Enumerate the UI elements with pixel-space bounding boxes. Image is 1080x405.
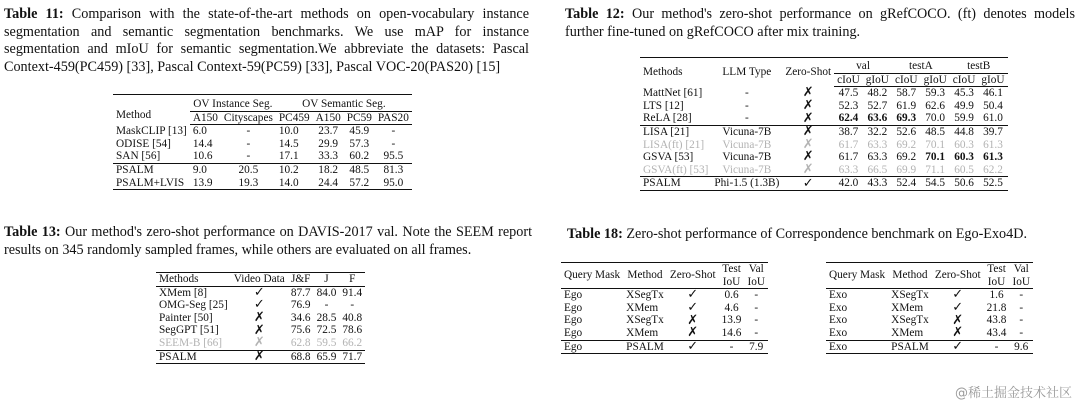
table-cell: 69.3 <box>896 112 917 125</box>
table-cell: 23.7 <box>318 125 339 138</box>
table18-header-cell: Val <box>748 263 764 275</box>
table-cell: 61.3 <box>983 138 1003 151</box>
table-cell: 28.5 <box>316 311 337 324</box>
table-cell: 47.5 <box>838 87 859 100</box>
table-cell: 69.2 <box>896 138 917 151</box>
cross-icon: ✗ <box>687 325 699 341</box>
table-cell: 63.6 <box>867 112 888 125</box>
table12-body <box>640 87 1008 191</box>
table-cell: 20.5 <box>238 163 259 176</box>
table-cell: XMem <box>626 326 659 339</box>
check-icon: ✓ <box>253 297 265 313</box>
table12-header-methods: Methods <box>643 66 683 79</box>
table-cell: 4.6 <box>724 301 739 314</box>
table11-subheader-cell: PAS20 <box>375 111 412 125</box>
table18-header <box>826 263 1033 276</box>
table-cell: 34.6 <box>290 311 311 324</box>
table-cell: Ego <box>564 289 583 302</box>
table-cell: 57.3 <box>349 137 370 150</box>
table-cell: XMem [8] <box>159 286 208 299</box>
check-icon: ✓ <box>952 300 964 316</box>
table-row <box>156 350 365 364</box>
table-row <box>561 302 768 315</box>
cross-icon: ✗ <box>253 335 265 351</box>
table13-header-cell: Methods <box>159 273 199 285</box>
table-cell: PSALM+LVIS <box>116 176 185 189</box>
table-cell: - <box>1019 314 1024 327</box>
table-cell: 84.0 <box>316 286 337 299</box>
table-cell: 14.5 <box>278 137 299 150</box>
table-cell: 70.0 <box>925 112 946 125</box>
table18-header-cell: Query Mask <box>826 263 888 289</box>
table-cell: 60.3 <box>954 138 974 151</box>
table-cell: 95.5 <box>383 150 404 163</box>
table-cell: 46.1 <box>983 87 1003 100</box>
table-cell: - <box>246 150 251 163</box>
table-cell: Exo <box>829 301 848 314</box>
check-icon: ✓ <box>952 338 964 354</box>
table18-header-cell: Test <box>722 263 741 275</box>
table-cell: 10.2 <box>278 163 299 176</box>
table11-header-method: Method <box>116 108 152 121</box>
table-row <box>113 163 412 176</box>
table-cell: Ego <box>564 301 583 314</box>
table-cell: - <box>391 125 396 138</box>
table-cell: 61.7 <box>838 151 859 164</box>
cross-icon: ✗ <box>253 310 265 326</box>
table-cell: 59.5 <box>316 336 337 349</box>
table-cell: Exo <box>829 326 848 339</box>
table-cell: 1.6 <box>989 289 1004 302</box>
table18-left <box>561 262 768 354</box>
table-cell: SEEM-B [66] <box>159 336 223 349</box>
table-cell: PSALM <box>643 177 681 190</box>
table12-header-testa: testA <box>892 58 950 74</box>
table18-caption: Table 18: Zero-shot performance of Correspondence benchmark on Ego-Exo4D. <box>567 226 1028 242</box>
table11-caption: Table 11: Comparison with the state-of-the-art methods on open-vocabulary instance segmentation and semantic segmentation benchmarks. We use mAP for instance segmentation and mIoU for semantic segmentation.We abbreviate the datasets: Pascal Context-459(PC459) [33], Pascal Context-59(PC59) [33], Pascal VOC-20(PAS20) [15] <box>4 6 530 75</box>
table-cell: 62.2 <box>983 163 1003 176</box>
table18-right <box>826 262 1033 354</box>
table12-header-llm: LLM Type <box>722 66 772 79</box>
table-cell: 52.5 <box>983 177 1003 190</box>
check-icon: ✓ <box>687 300 699 316</box>
table18-iou-label: IoU <box>722 275 741 288</box>
table-cell: 50.6 <box>954 177 974 190</box>
check-icon: ✓ <box>802 175 814 191</box>
check-icon: ✓ <box>952 287 964 303</box>
table-cell: 59.9 <box>954 112 974 125</box>
table-cell: 24.4 <box>318 176 339 189</box>
table-row <box>826 314 1033 327</box>
table18-header <box>561 263 768 276</box>
table-cell: 70.1 <box>925 138 946 151</box>
table-cell: LTS [12] <box>643 99 684 112</box>
table-cell: - <box>1019 289 1024 302</box>
table-cell: - <box>391 137 396 150</box>
table-cell: 52.3 <box>838 99 859 112</box>
table-cell: 78.6 <box>342 324 363 337</box>
table-cell: 95.0 <box>383 176 404 189</box>
table18-header-cell: Method <box>623 263 667 289</box>
table-cell: 45.3 <box>954 87 974 100</box>
table-cell: Phi-1.5 (1.3B) <box>714 177 780 190</box>
table-cell: 61.3 <box>983 151 1003 164</box>
table-cell: Vicuna-7B <box>722 138 772 151</box>
table-cell: - <box>246 137 251 150</box>
table-cell: 68.8 <box>290 350 311 363</box>
table-cell: - <box>350 299 355 312</box>
table11-subheader-cell: A150 <box>190 111 221 125</box>
table-cell: 14.6 <box>721 326 742 339</box>
table-cell: - <box>1019 301 1024 314</box>
table-row <box>640 139 1008 152</box>
cross-icon: ✗ <box>802 136 814 152</box>
table-cell: 62.8 <box>290 336 311 349</box>
table12-caption: Table 12: Our method's zero-shot performance on gRefCOCO. (ft) denotes models further fine-tuned on gRefCOCO after mix training. <box>565 6 1076 40</box>
table18-header-cell: Test <box>987 263 1006 275</box>
table-cell: 63.3 <box>838 163 859 176</box>
table-cell: 17.1 <box>278 150 299 163</box>
table-cell: 43.3 <box>867 177 888 190</box>
table-cell: 45.9 <box>349 125 370 138</box>
table-cell: - <box>729 340 734 353</box>
table-row <box>113 138 412 151</box>
table11-body <box>113 125 412 190</box>
table-cell: 43.8 <box>986 314 1007 327</box>
cross-icon: ✗ <box>253 348 265 364</box>
table-cell: PSALM <box>626 340 664 353</box>
table-cell: 69.9 <box>896 163 917 176</box>
table-cell: 43.4 <box>986 326 1007 339</box>
table12-subheader-cell: cIoU <box>834 73 863 87</box>
table-cell: Vicuna-7B <box>722 151 772 164</box>
table-cell: 59.3 <box>925 87 946 100</box>
cross-icon: ✗ <box>802 98 814 114</box>
table-cell: 57.2 <box>349 176 370 189</box>
table-cell: - <box>324 299 329 312</box>
table-cell: 71.7 <box>342 350 363 363</box>
check-icon: ✓ <box>687 338 699 354</box>
table-cell: PSALM <box>891 340 929 353</box>
table-cell: GSVA [53] <box>643 151 694 164</box>
table-cell: MattNet [61] <box>643 86 703 99</box>
table-cell: 42.0 <box>838 177 859 190</box>
cross-icon: ✗ <box>802 149 814 165</box>
table13-header-cell: F <box>349 273 356 285</box>
table-cell: 87.7 <box>290 286 311 299</box>
table13-header-cell: J&F <box>290 273 311 285</box>
table13-caption: Table 13: Our method's zero-shot performance on DAVIS-2017 val. Note the SEEM report results on 345 randomly sampled frames, while others are evaluated on all frames. <box>4 224 533 258</box>
table-cell: - <box>744 112 749 125</box>
table-cell: 0.6 <box>724 289 739 302</box>
table-cell: XMem <box>891 301 924 314</box>
table11-header-semantic: OV Semantic Seg. <box>276 95 412 112</box>
cross-icon: ✗ <box>802 110 814 126</box>
table-cell: OMG-Seg [25] <box>159 299 228 312</box>
table-cell: 52.6 <box>896 125 917 138</box>
table-row <box>640 100 1008 113</box>
table-cell: - <box>994 340 999 353</box>
table-cell: 33.3 <box>318 150 339 163</box>
table-row <box>826 327 1033 340</box>
table-cell: 48.5 <box>925 125 946 138</box>
table-cell: 76.9 <box>290 299 311 312</box>
table-cell: GSVA(ft) [53] <box>643 163 709 176</box>
table11-subheader-cell: Cityscapes <box>221 111 276 125</box>
table-row <box>561 327 768 340</box>
table-cell: 49.9 <box>954 99 974 112</box>
table18-header-cell: Method <box>888 263 932 289</box>
check-icon: ✓ <box>687 287 699 303</box>
table-cell: XMem <box>626 301 659 314</box>
table-cell: 63.3 <box>867 138 888 151</box>
table11-subheader-cell: PC59 <box>344 111 375 125</box>
table-cell: 9.6 <box>1014 340 1029 353</box>
table13-header-cell: Video Data <box>233 273 285 285</box>
table-cell: 9.0 <box>192 163 207 176</box>
table-cell: 60.2 <box>349 150 370 163</box>
table-cell: ReLA [28] <box>643 112 692 125</box>
table-cell: PSALM <box>116 163 154 176</box>
table12-subheader-cell: gIoU <box>863 73 892 87</box>
table-cell: 71.1 <box>925 163 946 176</box>
table-cell: 70.1 <box>925 151 946 164</box>
table18-iou-label: IoU <box>747 275 766 288</box>
table-cell: 61.0 <box>983 112 1003 125</box>
table-cell: 13.9 <box>192 176 213 189</box>
table-cell: 39.7 <box>983 125 1003 138</box>
table-cell: 63.3 <box>867 151 888 164</box>
table-cell: 13.9 <box>721 314 742 327</box>
table-cell: XSegTx <box>891 289 929 302</box>
table-row <box>640 177 1008 191</box>
table12-header-val: val <box>834 58 892 74</box>
table12-subheader-cell: cIoU <box>950 73 979 87</box>
table-cell: 65.9 <box>316 350 337 363</box>
table-cell: 10.6 <box>192 150 213 163</box>
table-cell: LISA(ft) [21] <box>643 138 705 151</box>
table-cell: 38.7 <box>838 125 859 138</box>
table18-header-cell: Zero-Shot <box>932 263 984 289</box>
table-cell: 10.0 <box>278 125 299 138</box>
table-row <box>826 289 1033 302</box>
table-cell: 48.2 <box>867 87 888 100</box>
table-cell: Ego <box>564 314 583 327</box>
table-cell: SAN [56] <box>116 150 161 163</box>
table-cell: 6.0 <box>192 125 207 138</box>
table-cell: Ego <box>564 326 583 339</box>
table-cell: 48.5 <box>349 163 370 176</box>
table-cell: 81.3 <box>383 163 404 176</box>
table-cell: XSegTx <box>626 314 664 327</box>
table-cell: 52.4 <box>896 177 917 190</box>
table-cell: LISA [21] <box>643 125 690 138</box>
table12-subheader-cell: gIoU <box>978 73 1007 87</box>
table-cell: 14.4 <box>192 137 213 150</box>
table-cell: 62.6 <box>925 99 946 112</box>
cross-icon: ✗ <box>802 85 814 101</box>
table-row <box>113 150 412 163</box>
table-cell: 75.6 <box>290 324 311 337</box>
table11-subheader-cell: PC459 <box>276 111 313 125</box>
table-cell: - <box>744 86 749 99</box>
table-row <box>640 112 1008 125</box>
table18-header-cell: Query Mask <box>561 263 623 289</box>
table-cell: MaskCLIP [13] <box>116 124 187 137</box>
table-cell: 32.2 <box>867 125 888 138</box>
table-cell: 40.8 <box>342 311 363 324</box>
table-cell: XSegTx <box>891 314 929 327</box>
table-cell: Vicuna-7B <box>722 125 772 138</box>
table-cell: - <box>1019 326 1024 339</box>
table-cell: 72.5 <box>316 324 337 337</box>
table-cell: 54.5 <box>925 177 946 190</box>
table-cell: 58.7 <box>896 87 917 100</box>
table-cell: 44.8 <box>954 125 974 138</box>
table-cell: 66.5 <box>867 163 888 176</box>
table-cell: 29.9 <box>318 137 339 150</box>
table18-header-cell: Val <box>1013 263 1029 275</box>
table-row <box>640 151 1008 164</box>
table-cell: 61.9 <box>896 99 917 112</box>
table-cell: - <box>754 326 759 339</box>
table12-subheader-cell: gIoU <box>921 73 950 87</box>
table-cell: 60.3 <box>954 151 974 164</box>
table-cell: 19.3 <box>238 176 259 189</box>
table13 <box>156 272 365 364</box>
table-cell: Exo <box>829 340 848 353</box>
table-cell: Vicuna-7B <box>722 163 772 176</box>
watermark-text: @稀土掘金技术社区 <box>954 386 1072 401</box>
table-cell: 69.2 <box>896 151 917 164</box>
table12 <box>640 57 1008 191</box>
table-row <box>561 289 768 302</box>
table-cell: 60.5 <box>954 163 974 176</box>
table-row <box>640 87 1008 100</box>
table-cell: 66.2 <box>342 336 363 349</box>
table18-iou-label: IoU <box>1012 275 1031 288</box>
table-row <box>826 302 1033 315</box>
check-icon: ✓ <box>253 284 265 300</box>
cross-icon: ✗ <box>687 312 699 328</box>
table-row <box>113 177 412 190</box>
table12-header-zeroshot: Zero-Shot <box>785 66 832 79</box>
table-cell: 50.4 <box>983 99 1003 112</box>
table13-header-cell: J <box>324 273 329 285</box>
table-cell: XMem <box>891 326 924 339</box>
table11-header-instance: OV Instance Seg. <box>190 95 276 112</box>
table-cell: - <box>754 314 759 327</box>
table-cell: Ego <box>564 340 583 353</box>
table11 <box>113 94 412 190</box>
cross-icon: ✗ <box>253 322 265 338</box>
table-cell: - <box>246 125 251 138</box>
table-row <box>640 164 1008 177</box>
table-row <box>826 340 1033 354</box>
table-row <box>561 340 768 354</box>
table-cell: Exo <box>829 314 848 327</box>
table-cell: - <box>744 99 749 112</box>
table-cell: - <box>754 301 759 314</box>
table-cell: 21.8 <box>986 301 1007 314</box>
table-cell: PSALM <box>159 350 197 363</box>
table-cell: - <box>754 289 759 302</box>
table-cell: SegGPT [51] <box>159 324 219 337</box>
table-cell: 14.0 <box>278 176 299 189</box>
table-cell: Painter [50] <box>159 311 213 324</box>
cross-icon: ✗ <box>802 162 814 178</box>
table18-header-cell: Zero-Shot <box>667 263 719 289</box>
table-cell: 7.9 <box>749 340 764 353</box>
table-cell: 61.7 <box>838 138 859 151</box>
table-cell: 62.4 <box>838 112 859 125</box>
cross-icon: ✗ <box>802 124 814 140</box>
table11-subheader-cell: A150 <box>313 111 344 125</box>
table12-subheader-cell: cIoU <box>892 73 921 87</box>
table-cell: 52.7 <box>867 99 888 112</box>
table-cell: 18.2 <box>318 163 339 176</box>
cross-icon: ✗ <box>952 312 964 328</box>
table-row <box>640 125 1008 138</box>
table-row <box>561 314 768 327</box>
table-cell: XSegTx <box>626 289 664 302</box>
cross-icon: ✗ <box>952 325 964 341</box>
table13-body <box>156 286 365 364</box>
table-cell: ODISE [54] <box>116 137 171 150</box>
table-cell: 91.4 <box>342 286 363 299</box>
table-row <box>113 125 412 138</box>
table-cell: Exo <box>829 289 848 302</box>
table18-iou-label: IoU <box>987 275 1006 288</box>
table12-header-testb: testB <box>950 58 1008 74</box>
